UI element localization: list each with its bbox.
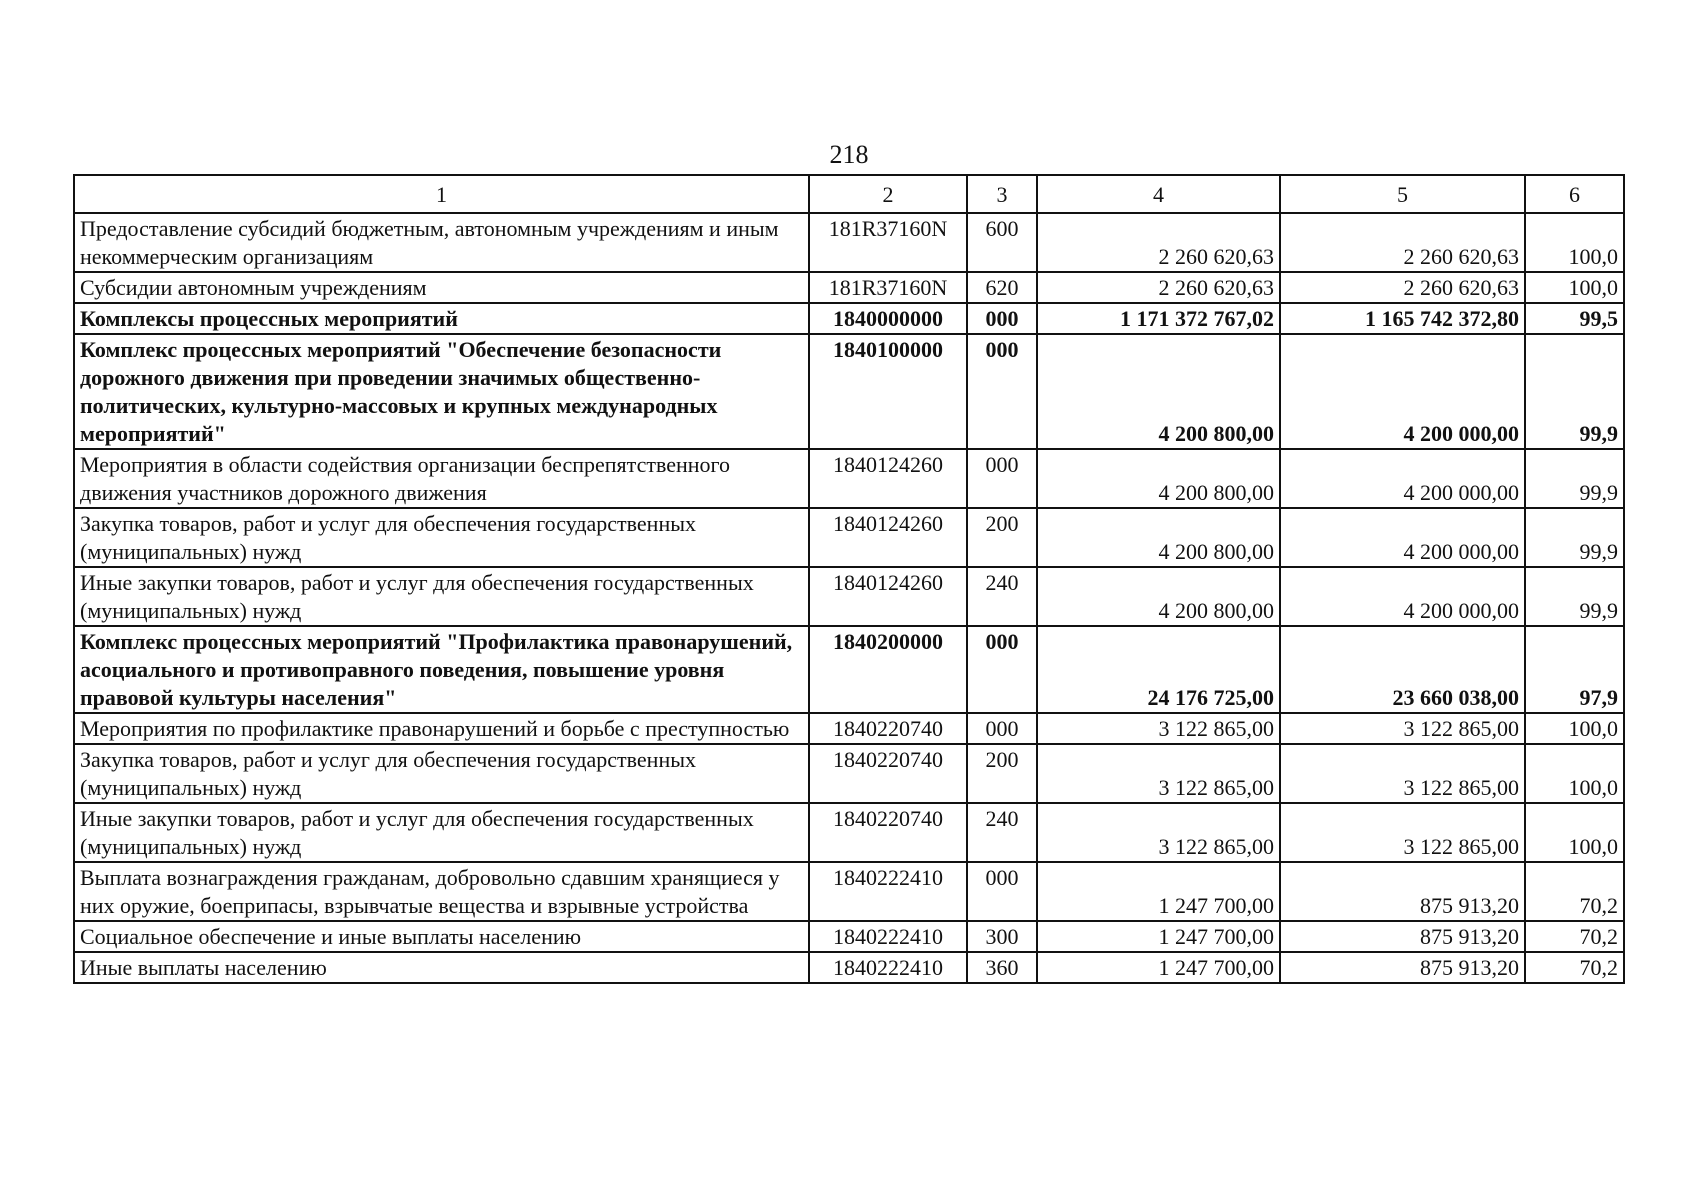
header-row bbox=[74, 175, 1624, 213]
row-plan-amount-cell: 4 200 800,00 bbox=[1037, 508, 1280, 567]
row-type-cell: 000 bbox=[967, 334, 1037, 449]
row-name-cell: Комплексы процессных мероприятий bbox=[74, 303, 809, 334]
row-type-cell: 200 bbox=[967, 744, 1037, 803]
row-percent-cell: 100,0 bbox=[1525, 744, 1624, 803]
row-code-cell: 181R37160N bbox=[809, 213, 967, 272]
row-name-cell: Закупка товаров, работ и услуг для обеспечения государственных (муниципальных) нужд bbox=[74, 744, 809, 803]
table-row bbox=[74, 744, 1624, 803]
row-code-cell: 181R37160N bbox=[809, 272, 967, 303]
row-percent-cell: 70,2 bbox=[1525, 952, 1624, 983]
row-fact-amount-cell: 2 260 620,63 bbox=[1280, 213, 1525, 272]
row-plan-amount-cell: 4 200 800,00 bbox=[1037, 449, 1280, 508]
table-body bbox=[74, 213, 1624, 983]
row-code-cell: 1840222410 bbox=[809, 921, 967, 952]
table-row bbox=[74, 713, 1624, 744]
row-plan-amount-cell: 1 247 700,00 bbox=[1037, 921, 1280, 952]
row-name-cell: Иные закупки товаров, работ и услуг для обеспечения государственных (муниципальных) нужд bbox=[74, 803, 809, 862]
table-row bbox=[74, 508, 1624, 567]
row-plan-amount-cell: 4 200 800,00 bbox=[1037, 334, 1280, 449]
table-row bbox=[74, 567, 1624, 626]
row-code-cell: 1840220740 bbox=[809, 744, 967, 803]
row-fact-amount-cell: 4 200 000,00 bbox=[1280, 449, 1525, 508]
table-row bbox=[74, 334, 1624, 449]
row-code-cell: 1840124260 bbox=[809, 508, 967, 567]
row-fact-amount-cell: 875 913,20 bbox=[1280, 921, 1525, 952]
row-type-cell: 200 bbox=[967, 508, 1037, 567]
row-percent-cell: 100,0 bbox=[1525, 213, 1624, 272]
row-fact-amount-cell: 875 913,20 bbox=[1280, 862, 1525, 921]
row-plan-amount-cell: 3 122 865,00 bbox=[1037, 713, 1280, 744]
table-row bbox=[74, 921, 1624, 952]
row-type-cell: 000 bbox=[967, 303, 1037, 334]
row-type-cell: 600 bbox=[967, 213, 1037, 272]
row-fact-amount-cell: 4 200 000,00 bbox=[1280, 567, 1525, 626]
row-code-cell: 1840000000 bbox=[809, 303, 967, 334]
row-plan-amount-cell: 1 171 372 767,02 bbox=[1037, 303, 1280, 334]
row-percent-cell: 99,9 bbox=[1525, 334, 1624, 449]
row-percent-cell: 70,2 bbox=[1525, 862, 1624, 921]
row-plan-amount-cell: 2 260 620,63 bbox=[1037, 272, 1280, 303]
header-col-2: 2 bbox=[809, 175, 967, 213]
table-row bbox=[74, 803, 1624, 862]
row-fact-amount-cell: 4 200 000,00 bbox=[1280, 508, 1525, 567]
table-row bbox=[74, 213, 1624, 272]
row-code-cell: 1840100000 bbox=[809, 334, 967, 449]
row-name-cell: Иные закупки товаров, работ и услуг для обеспечения государственных (муниципальных) нужд bbox=[74, 567, 809, 626]
header-col-4: 4 bbox=[1037, 175, 1280, 213]
row-plan-amount-cell: 1 247 700,00 bbox=[1037, 862, 1280, 921]
row-percent-cell: 99,9 bbox=[1525, 508, 1624, 567]
row-fact-amount-cell: 2 260 620,63 bbox=[1280, 272, 1525, 303]
row-percent-cell: 100,0 bbox=[1525, 713, 1624, 744]
table-row bbox=[74, 862, 1624, 921]
row-fact-amount-cell: 875 913,20 bbox=[1280, 952, 1525, 983]
header-col-5: 5 bbox=[1280, 175, 1525, 213]
table-row bbox=[74, 626, 1624, 713]
row-type-cell: 240 bbox=[967, 803, 1037, 862]
row-percent-cell: 99,5 bbox=[1525, 303, 1624, 334]
row-type-cell: 360 bbox=[967, 952, 1037, 983]
header-col-3: 3 bbox=[967, 175, 1037, 213]
row-plan-amount-cell: 3 122 865,00 bbox=[1037, 803, 1280, 862]
row-plan-amount-cell: 1 247 700,00 bbox=[1037, 952, 1280, 983]
page-number: 218 bbox=[829, 140, 869, 169]
row-name-cell: Предоставление субсидий бюджетным, автономным учреждениям и иным некоммерческим организациям bbox=[74, 213, 809, 272]
row-name-cell: Мероприятия в области содействия организации беспрепятственного движения участников дорожного движения bbox=[74, 449, 809, 508]
header-col-1: 1 bbox=[74, 175, 809, 213]
row-name-cell: Субсидии автономным учреждениям bbox=[74, 272, 809, 303]
row-code-cell: 1840222410 bbox=[809, 862, 967, 921]
row-fact-amount-cell: 1 165 742 372,80 bbox=[1280, 303, 1525, 334]
table-row bbox=[74, 449, 1624, 508]
row-plan-amount-cell: 4 200 800,00 bbox=[1037, 567, 1280, 626]
table-row bbox=[74, 272, 1624, 303]
row-name-cell: Мероприятия по профилактике правонарушений и борьбе с преступностью bbox=[74, 713, 809, 744]
row-type-cell: 300 bbox=[967, 921, 1037, 952]
row-plan-amount-cell: 2 260 620,63 bbox=[1037, 213, 1280, 272]
row-percent-cell: 70,2 bbox=[1525, 921, 1624, 952]
row-fact-amount-cell: 3 122 865,00 bbox=[1280, 713, 1525, 744]
row-code-cell: 1840124260 bbox=[809, 567, 967, 626]
row-code-cell: 1840222410 bbox=[809, 952, 967, 983]
row-percent-cell: 100,0 bbox=[1525, 803, 1624, 862]
row-code-cell: 1840124260 bbox=[809, 449, 967, 508]
row-name-cell: Социальное обеспечение и иные выплаты населению bbox=[74, 921, 809, 952]
row-name-cell: Комплекс процессных мероприятий "Профилактика правонарушений, асоциального и противоправного поведения, повышение уровня правовой культуры населения" bbox=[74, 626, 809, 713]
row-code-cell: 1840220740 bbox=[809, 803, 967, 862]
row-name-cell: Комплекс процессных мероприятий "Обеспечение безопасности дорожного движения при проведении значимых общественно-политических, культурно-массовых и крупных международных мероприятий" bbox=[74, 334, 809, 449]
row-type-cell: 000 bbox=[967, 862, 1037, 921]
row-fact-amount-cell: 3 122 865,00 bbox=[1280, 803, 1525, 862]
row-percent-cell: 99,9 bbox=[1525, 449, 1624, 508]
header-col-6: 6 bbox=[1525, 175, 1624, 213]
budget-execution-table bbox=[73, 174, 1625, 984]
row-plan-amount-cell: 3 122 865,00 bbox=[1037, 744, 1280, 803]
table-row bbox=[74, 952, 1624, 983]
row-name-cell: Выплата вознаграждения гражданам, добровольно сдавшим хранящиеся у них оружие, боеприпасы, взрывчатые вещества и взрывные устройства bbox=[74, 862, 809, 921]
row-plan-amount-cell: 24 176 725,00 bbox=[1037, 626, 1280, 713]
row-code-cell: 1840220740 bbox=[809, 713, 967, 744]
row-fact-amount-cell: 4 200 000,00 bbox=[1280, 334, 1525, 449]
row-type-cell: 000 bbox=[967, 626, 1037, 713]
row-percent-cell: 100,0 bbox=[1525, 272, 1624, 303]
row-percent-cell: 99,9 bbox=[1525, 567, 1624, 626]
row-type-cell: 240 bbox=[967, 567, 1037, 626]
row-code-cell: 1840200000 bbox=[809, 626, 967, 713]
row-fact-amount-cell: 23 660 038,00 bbox=[1280, 626, 1525, 713]
row-name-cell: Иные выплаты населению bbox=[74, 952, 809, 983]
table-row bbox=[74, 303, 1624, 334]
row-type-cell: 000 bbox=[967, 713, 1037, 744]
row-name-cell: Закупка товаров, работ и услуг для обеспечения государственных (муниципальных) нужд bbox=[74, 508, 809, 567]
row-fact-amount-cell: 3 122 865,00 bbox=[1280, 744, 1525, 803]
row-type-cell: 000 bbox=[967, 449, 1037, 508]
row-type-cell: 620 bbox=[967, 272, 1037, 303]
row-percent-cell: 97,9 bbox=[1525, 626, 1624, 713]
